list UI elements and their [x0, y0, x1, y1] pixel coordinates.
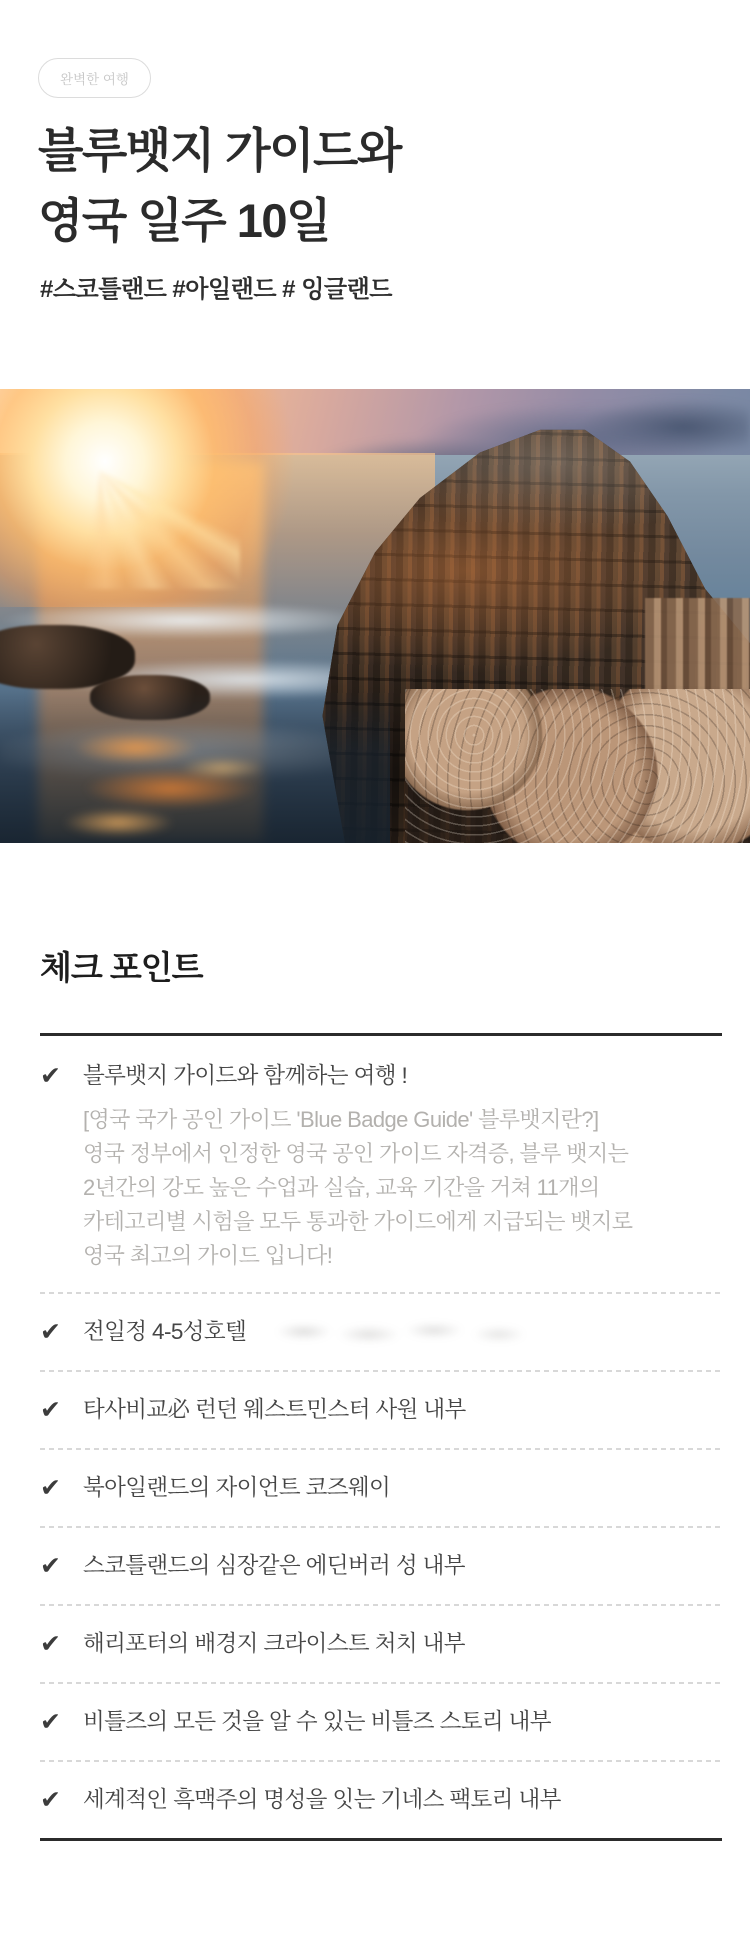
checkpoint-label-text: 전일정 4-5성호텔: [83, 1319, 247, 1344]
checkpoint-item: [40, 1036, 722, 1292]
checkpoint-description: [83, 1103, 722, 1273]
check-icon: ✔: [40, 1062, 61, 1090]
checkpoint-item: [40, 1372, 722, 1448]
check-icon: ✔: [40, 1318, 61, 1346]
blurred-redacted-text: [274, 1320, 524, 1346]
check-icon: ✔: [40, 1474, 61, 1502]
hero-boulder-texture: [405, 689, 750, 843]
check-icon: ✔: [40, 1708, 61, 1736]
checkpoint-label: 세계적인 흑맥주의 명성을 잇는 기네스 팩토리 내부: [83, 1787, 561, 1812]
checkpoint-item: [40, 1528, 722, 1604]
description-line: 카테고리별 시험을 모두 통과한 가이드에게 지급되는 뱃지로: [83, 1209, 633, 1234]
hero-photo-giants-causeway: [0, 389, 750, 843]
hero-water-glints: [15, 707, 360, 843]
checkpoint-label: 스코틀랜드의 심장같은 에딘버러 성 내부: [83, 1553, 465, 1578]
checkpoint-label: 해리포터의 배경지 크라이스트 처치 내부: [83, 1631, 465, 1656]
hashtag-line: #스코틀랜드 #아일랜드 # 잉글랜드: [40, 276, 392, 303]
section-bottom-rule: [40, 1838, 722, 1841]
description-line: 영국 최고의 가이드 입니다!: [83, 1243, 333, 1268]
checkpoint-heading: 체크 포인트: [40, 949, 203, 986]
description-line: 2년간의 강도 높은 수업과 실습, 교육 기간을 거쳐 11개의: [83, 1175, 600, 1200]
check-icon: ✔: [40, 1552, 61, 1580]
sun-rays: [0, 389, 240, 589]
checkpoint-item: [40, 1606, 722, 1682]
page-title-line1: 블루뱃지 가이드와: [38, 124, 401, 177]
checkpoint-label: 비틀즈의 모든 것을 알 수 있는 비틀즈 스토리 내부: [83, 1709, 551, 1734]
description-line: [영국 국가 공인 가이드 'Blue Badge Guide' 블루뱃지란?]: [83, 1107, 599, 1132]
checkpoint-item: [40, 1762, 722, 1838]
check-icon: ✔: [40, 1630, 61, 1658]
checkpoint-item: [40, 1450, 722, 1526]
checkpoint-label: 타사비교必 런던 웨스트민스터 사원 내부: [83, 1397, 466, 1422]
checkpoint-item: [40, 1684, 722, 1760]
checkpoint-item: [40, 1294, 722, 1370]
page-title-line2: 영국 일주 10일: [38, 194, 330, 247]
checkpoint-label: 블루뱃지 가이드와 함께하는 여행 !: [83, 1063, 408, 1088]
description-line: 영국 정부에서 인정한 영국 공인 가이드 자격증, 블루 뱃지는: [83, 1141, 629, 1166]
checkpoint-section: [0, 942, 750, 1841]
checkpoint-label: [83, 1317, 524, 1347]
page-title: [38, 116, 750, 256]
perfect-trip-badge: 완벽한 여행: [38, 58, 151, 98]
check-icon: ✔: [40, 1396, 61, 1424]
checkpoint-label: 북아일랜드의 자이언트 코즈웨이: [83, 1475, 391, 1500]
check-icon: ✔: [40, 1786, 61, 1814]
